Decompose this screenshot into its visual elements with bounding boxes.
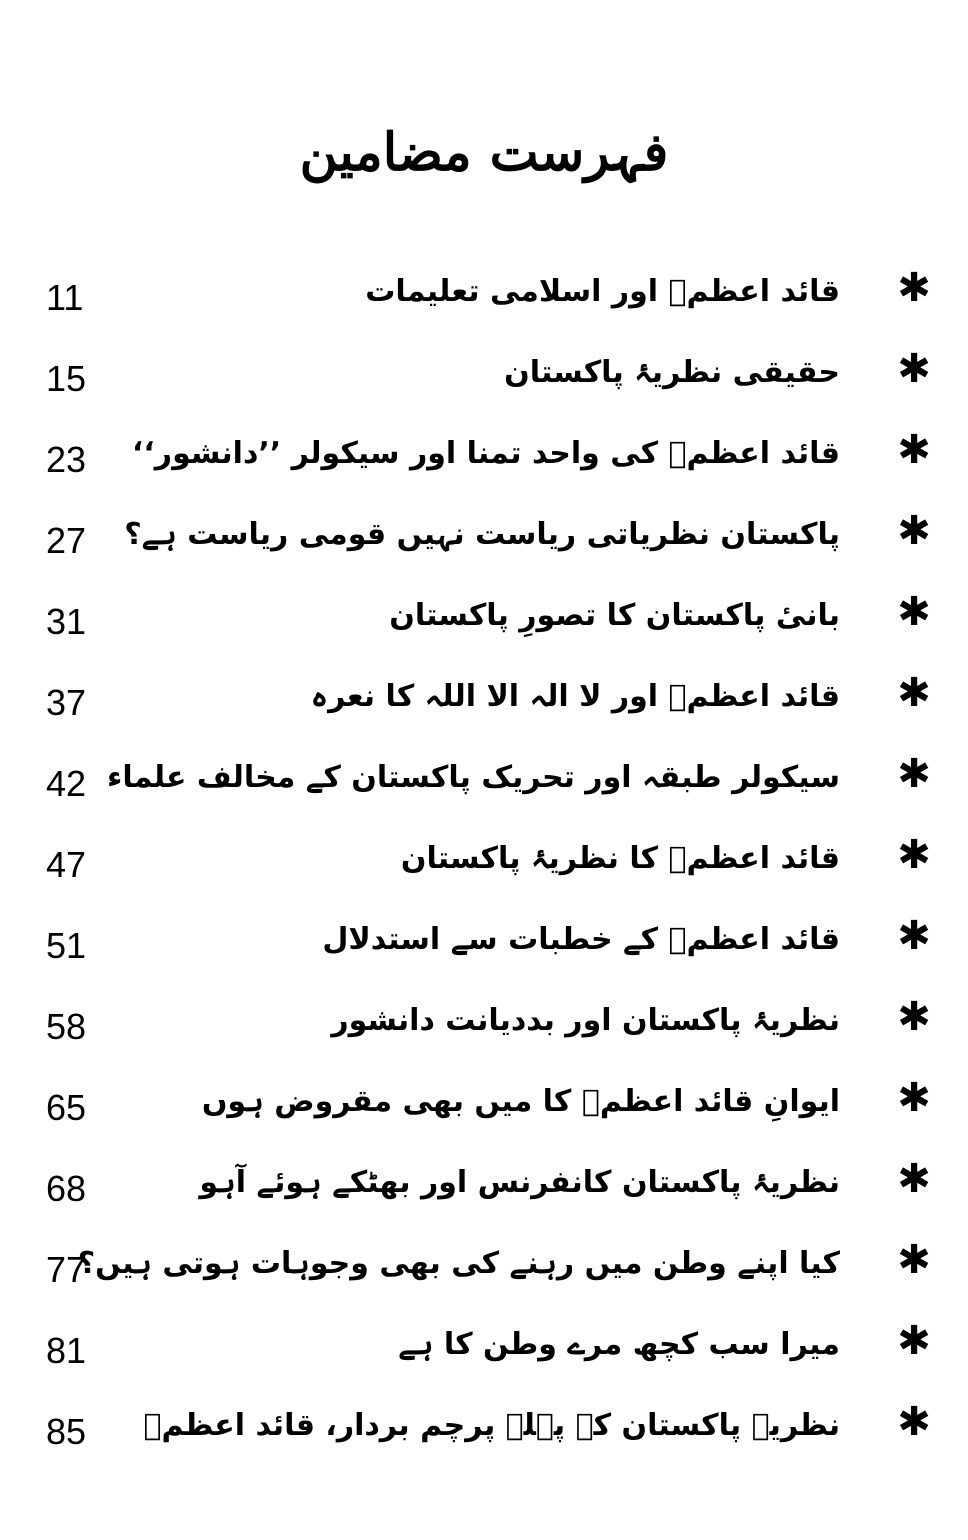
toc-entry — [40, 744, 940, 825]
toc-page-number: 58 — [46, 1006, 87, 1047]
toc-entry — [40, 420, 940, 501]
toc-entry-title: قائد اعظمؒ کے خطبات سے استدلال — [322, 922, 840, 957]
toc-entry-title: قائد اعظمؒ کی واحد تمنا اور سیکولر ’’دانشور‘‘ — [132, 436, 840, 471]
toc-page-number: 65 — [46, 1087, 87, 1128]
asterisk-bullet-icon: ✱ — [897, 427, 931, 473]
toc-entry-title: ایوانِ قائد اعظمؒ کا میں بھی مقروض ہوں — [201, 1084, 840, 1119]
toc-page-number: 77 — [46, 1249, 87, 1290]
asterisk-bullet-icon: ✱ — [897, 832, 931, 878]
toc-page-number: 23 — [46, 439, 87, 480]
toc-entry — [40, 501, 940, 582]
toc-entry — [40, 582, 940, 663]
toc-page-number: 68 — [46, 1168, 87, 1209]
toc-entry-title: قائد اعظمؒ کا نظریۂ پاکستان — [400, 841, 840, 876]
toc-page-number: 37 — [46, 682, 87, 723]
toc-entry — [40, 825, 940, 906]
table-of-contents — [40, 258, 940, 1473]
toc-page-number: 15 — [46, 358, 87, 399]
asterisk-bullet-icon: ✱ — [897, 346, 931, 392]
toc-entry-title: میرا سب کچھ مرے وطن کا ہے — [398, 1327, 840, 1362]
toc-entry-title: کیا اپنے وطن میں رہنے کی بھی وجوہات ہوتی ہیں؟ — [77, 1246, 840, 1281]
asterisk-bullet-icon: ✱ — [897, 670, 931, 716]
toc-page-number: 27 — [46, 520, 87, 561]
asterisk-bullet-icon: ✱ — [897, 1237, 931, 1283]
toc-entry-title: بانیٔ پاکستان کا تصورِ پاکستان — [389, 598, 840, 633]
toc-entry-title: نظریۂ پاکستان کانفرنس اور بھٹکے ہوئے آہو — [199, 1165, 840, 1200]
toc-page-number: 42 — [46, 763, 87, 804]
toc-page-number: 11 — [46, 277, 84, 318]
toc-entry-title: قائد اعظمؒ اور لا الہ الا اللہ کا نعرہ — [310, 679, 840, 714]
toc-page-number: 85 — [46, 1411, 87, 1452]
asterisk-bullet-icon: ✱ — [897, 265, 931, 311]
asterisk-bullet-icon: ✱ — [897, 994, 931, 1040]
toc-page-number: 51 — [46, 925, 87, 966]
toc-entry — [40, 987, 940, 1068]
page-title: فہرست مضامین — [299, 121, 669, 183]
toc-page-number: 31 — [46, 601, 87, 642]
toc-entry-title: قائد اعظمؒ اور اسلامی تعلیمات — [365, 274, 840, 309]
toc-entry — [40, 1149, 940, 1230]
asterisk-bullet-icon: ✱ — [897, 1399, 931, 1445]
toc-entry — [40, 339, 940, 420]
asterisk-bullet-icon: ✱ — [897, 1156, 931, 1202]
toc-entry — [40, 258, 940, 339]
asterisk-bullet-icon: ✱ — [897, 589, 931, 635]
toc-entry-title: حقیقی نظریۂ پاکستان — [504, 355, 840, 390]
toc-entry-title: نظریۂ پاکستان اور بددیانت دانشور — [331, 1003, 840, 1038]
toc-entry — [40, 1392, 940, 1473]
toc-entry-title: سیکولر طبقہ اور تحریک پاکستان کے مخالف علماء — [107, 760, 840, 795]
toc-entry-title: پاکستان نظریاتی ریاست نہیں قومی ریاست ہے؟ — [124, 517, 840, 552]
toc-entry — [40, 1068, 940, 1149]
toc-entry — [40, 663, 940, 744]
asterisk-bullet-icon: ✱ — [897, 751, 931, 797]
asterisk-bullet-icon: ✱ — [897, 1318, 931, 1364]
asterisk-bullet-icon: ✱ — [897, 913, 931, 959]
toc-entry-title: نظریۂ پاکستان کے پہلے پرچم بردار، قائد اعظمؒ — [143, 1408, 840, 1443]
toc-entry — [40, 906, 940, 987]
toc-entry — [40, 1230, 940, 1311]
toc-page-number: 47 — [46, 844, 87, 885]
toc-entry — [40, 1311, 940, 1392]
toc-page-number: 81 — [46, 1330, 87, 1371]
asterisk-bullet-icon: ✱ — [897, 508, 931, 554]
asterisk-bullet-icon: ✱ — [897, 1075, 931, 1121]
